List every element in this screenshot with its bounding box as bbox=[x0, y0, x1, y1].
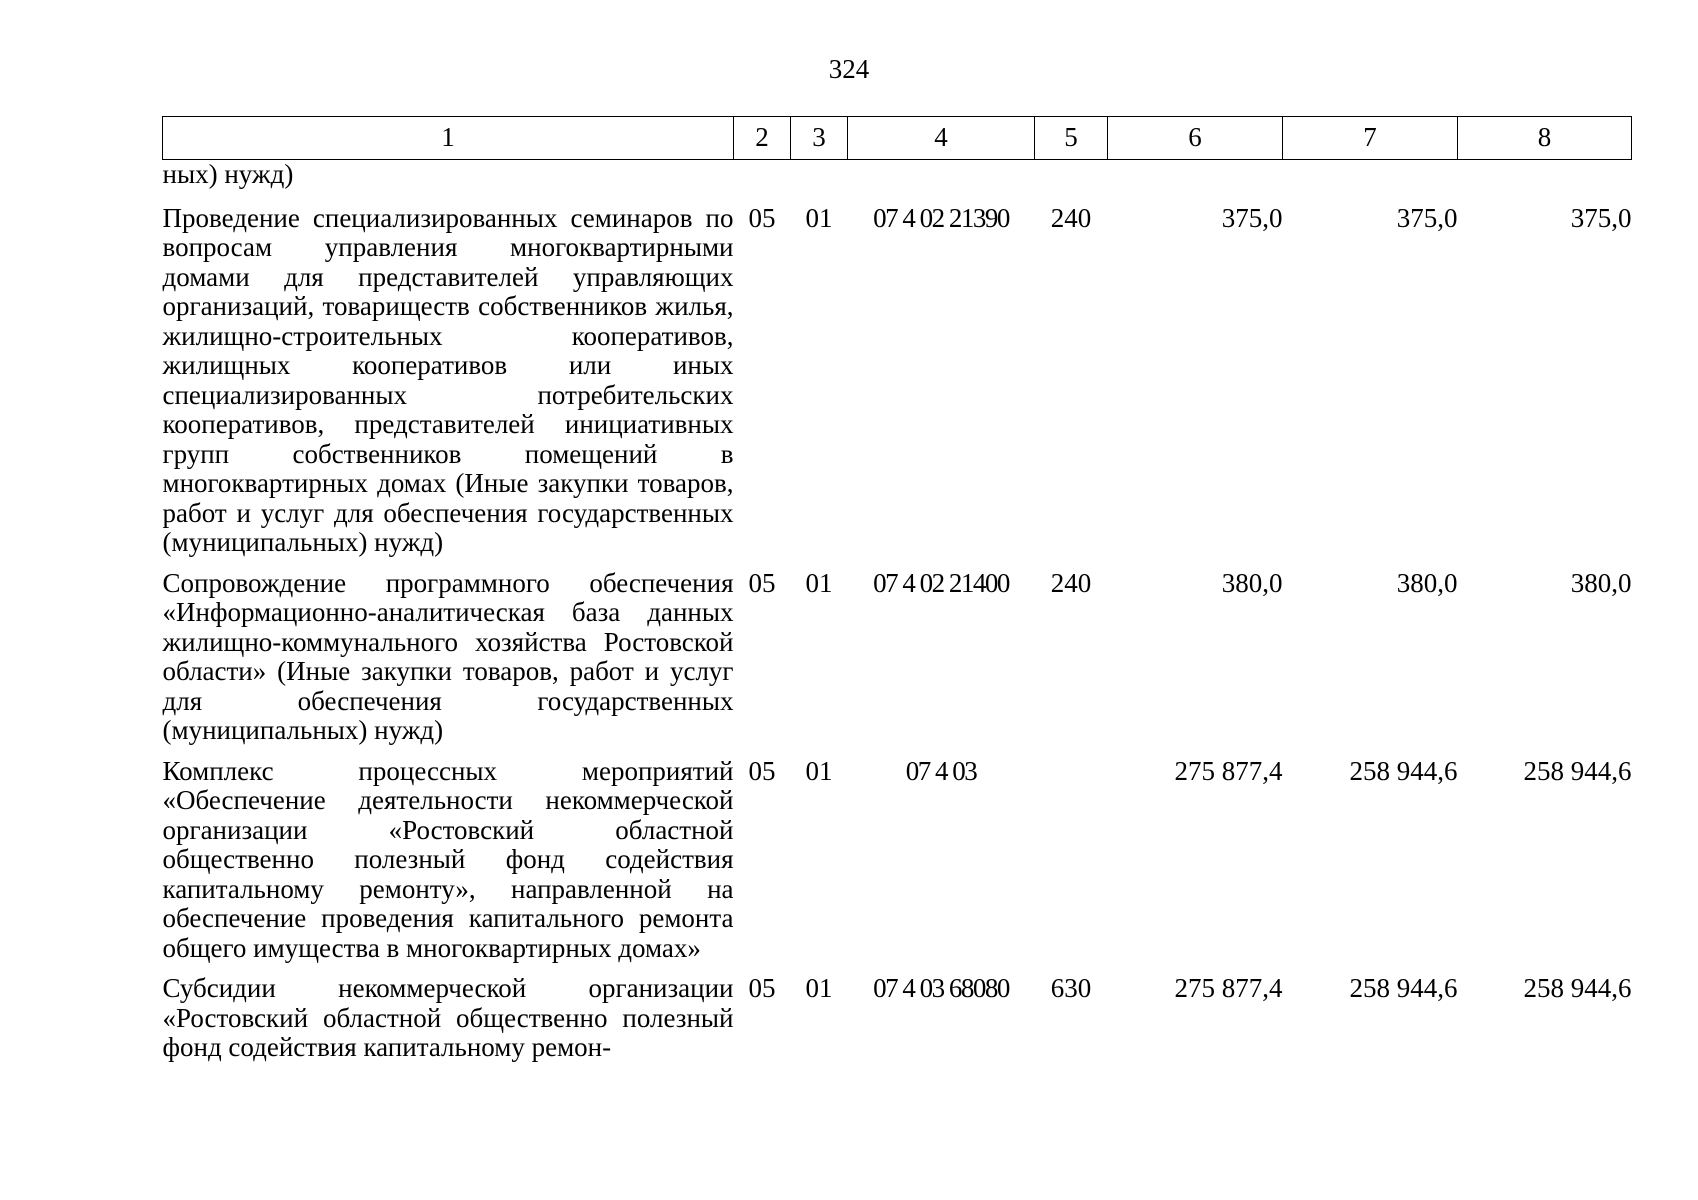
row-amount-8: 375,0 bbox=[1570, 202, 1632, 233]
row-amount-6: 380,0 bbox=[1221, 567, 1283, 598]
row-amount-6: 275 877,4 bbox=[1174, 755, 1283, 786]
row-name: Сопровождение программного обеспечения «Информационно-аналитическая база данных жилищно-коммунального хозяйства Ростовской области» (Иные закупки товаров, работ и услуг для обеспечения государственных (муниципальных) нужд) bbox=[162, 567, 734, 745]
row-section: 05 bbox=[748, 973, 776, 1003]
row-target-code: 07 4 02 21390 bbox=[873, 202, 1009, 233]
row-target-code: 07 4 02 21400 bbox=[873, 567, 1009, 598]
budget-table bbox=[162, 116, 1632, 1063]
row-amount-7: 258 944,6 bbox=[1349, 755, 1458, 786]
row-subsection: 01 bbox=[805, 567, 833, 598]
column-header-8: 8 bbox=[1458, 117, 1632, 160]
row-subsection: 01 bbox=[805, 755, 833, 786]
row-section: 05 bbox=[748, 755, 776, 786]
row-amount-6: 375,0 bbox=[1221, 202, 1283, 233]
page-number: 324 bbox=[828, 54, 870, 84]
table-row bbox=[163, 746, 1632, 964]
row-expense-type: 630 bbox=[1050, 973, 1092, 1003]
row-target-code: 07 4 03 bbox=[905, 755, 977, 786]
table-row bbox=[163, 558, 1632, 746]
row-section: 05 bbox=[748, 202, 776, 233]
row-amount-7: 380,0 bbox=[1396, 567, 1458, 598]
row-amount-6: 275 877,4 bbox=[1174, 973, 1283, 1003]
column-header-7: 7 bbox=[1283, 117, 1458, 160]
row-name: Комплекс процессных мероприятий «Обеспечение деятельности некоммерческой организации «Ростовский областной общественно полезный фонд содействия капитальному ремонту», направленной на обеспечение проведения капитального ремонта общего имущества в многоквартирных домах» bbox=[162, 755, 734, 963]
row-name: Субсидии некоммерческой организации «Ростовский областной общественно полезный фонд содействия капитальному ремон- bbox=[162, 973, 734, 1062]
column-header-2: 2 bbox=[734, 117, 791, 160]
row-subsection: 01 bbox=[805, 202, 833, 233]
column-header-1: 1 bbox=[163, 117, 734, 160]
row-name: Проведение специализированных семинаров по вопросам управления многоквартирными домами для представителей управляющих организаций, товариществ собственников жилья, жилищно-строительных кооперативов, жилищных кооперативов или иных специализированных потребительских кооперативов, представителей инициативных групп собственников помещений в многоквартирных домах (Иные закупки товаров, работ и услуг для обеспечения государственных (муниципальных) нужд) bbox=[162, 202, 734, 557]
table-row bbox=[163, 190, 1632, 558]
column-header-6: 6 bbox=[1108, 117, 1283, 160]
continuation-row bbox=[163, 160, 1632, 190]
row-amount-7: 375,0 bbox=[1396, 202, 1458, 233]
column-header-3: 3 bbox=[791, 117, 848, 160]
row-amount-8: 258 944,6 bbox=[1523, 973, 1632, 1003]
row-amount-8: 258 944,6 bbox=[1523, 755, 1632, 786]
row-section: 05 bbox=[748, 567, 776, 598]
row-expense-type bbox=[1035, 746, 1108, 964]
row-amount-7: 258 944,6 bbox=[1349, 973, 1458, 1003]
column-header-4: 4 bbox=[848, 117, 1035, 160]
row-expense-type: 240 bbox=[1050, 567, 1092, 598]
row-expense-type: 240 bbox=[1050, 202, 1092, 233]
row-amount-8: 380,0 bbox=[1570, 567, 1632, 598]
column-header-5: 5 bbox=[1035, 117, 1108, 160]
row-target-code: 07 4 03 68080 bbox=[873, 973, 1009, 1003]
table-row bbox=[163, 963, 1632, 1063]
continuation-text: ных) нужд) bbox=[162, 159, 294, 189]
column-number-header bbox=[163, 117, 1632, 160]
row-subsection: 01 bbox=[805, 973, 833, 1003]
